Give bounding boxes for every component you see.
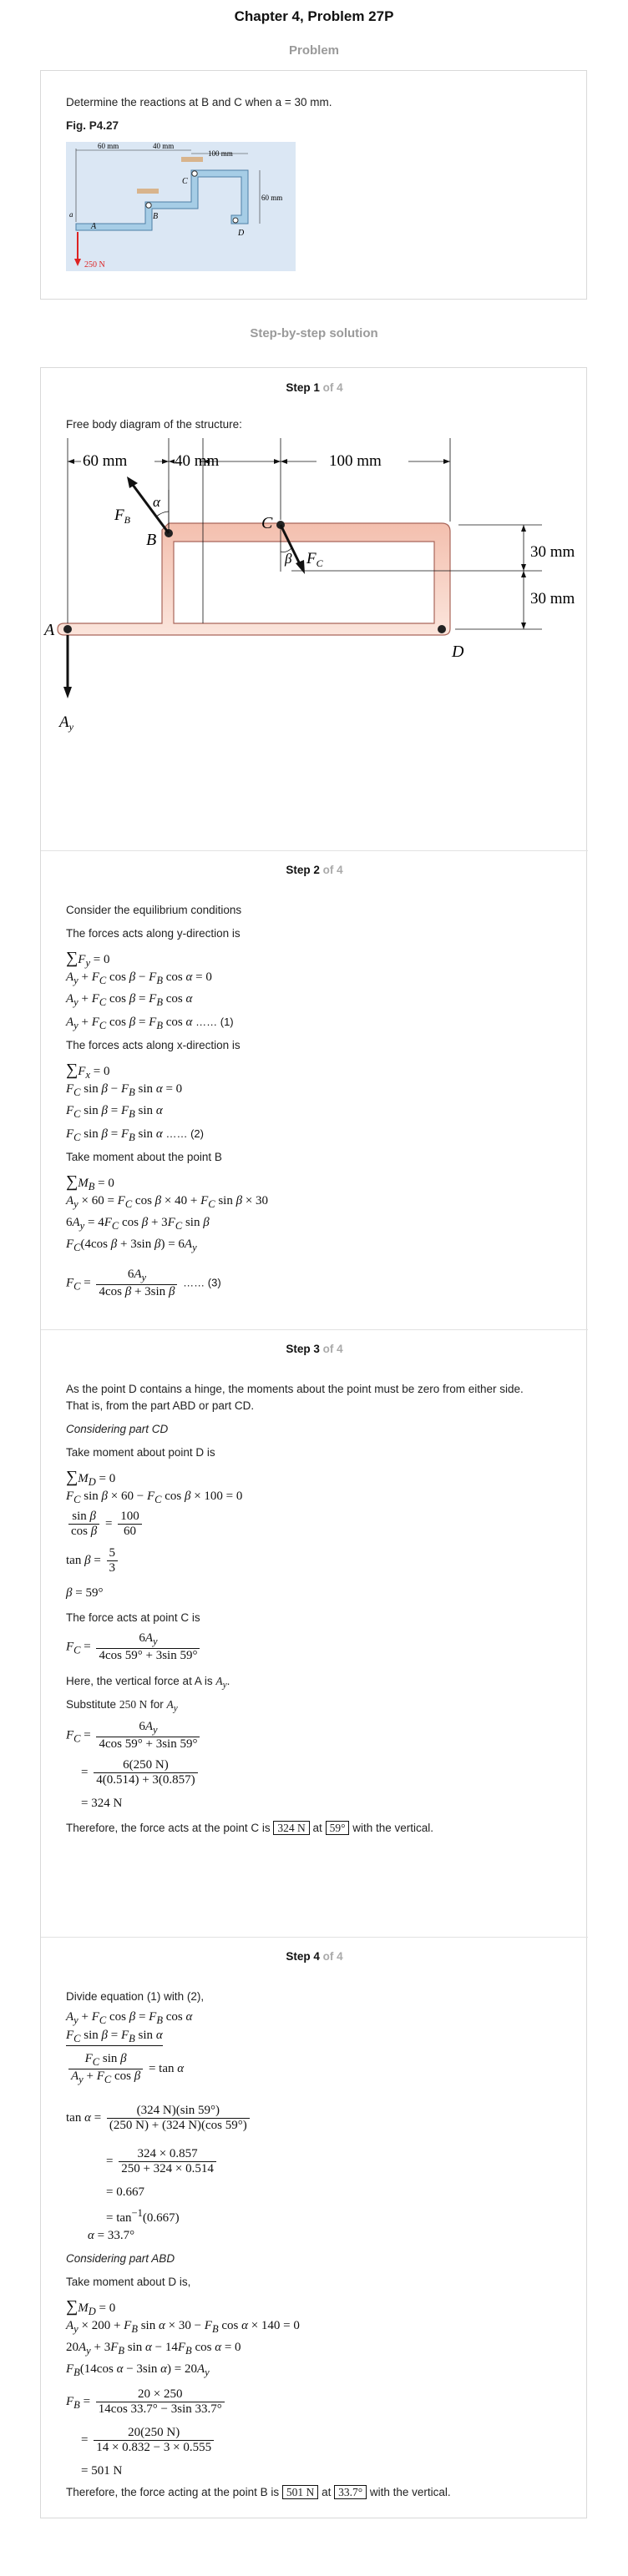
eq-cd1: $F_C$ $\sin \beta \times 60 - F_C$ cos β × 100 = 0 — [66, 1490, 243, 1505]
problem-dim-a: a — [69, 210, 73, 219]
eq-fc4: = 324 N — [81, 1797, 123, 1810]
fbd-point-d: D — [452, 643, 464, 661]
figure-label: Fig. P4.27 — [66, 119, 119, 132]
problem-load: 250 N — [84, 260, 105, 270]
fbd-dim-30b: 30 mm — [530, 590, 575, 607]
fbd-point-a: A — [44, 621, 55, 639]
eq-beta: β = 59° — [66, 1586, 104, 1600]
eq-abd1: $A_y \times 200 + F_B$ $\sin \alpha \times 30 - F_B$ cos α × 140 = 0 — [66, 2319, 300, 2335]
fbd-dim-100: 100 mm — [329, 452, 382, 470]
eq-alpha: α = 33.7° — [88, 2229, 135, 2242]
problem-point-b: B — [153, 212, 159, 221]
eq-d5: = $\frac{324 \times 0.857}{250 + 324 \times 0.514}$ — [106, 2147, 219, 2176]
eq-3: $F_C$ = $\frac{6A_y}{\text{4cos β + 3sin β}}$ …… (3) — [66, 1268, 221, 1298]
eq-fc1: $F_C$ = $\frac{6A_y}{4\cos 59^\circ + 3\sin 59^\circ}$ — [66, 1631, 202, 1663]
eq-x1: $F_C$ $\sin \beta - F_B$ sin α = 0 — [66, 1082, 183, 1098]
step3-text-2: That is, from the part ABD or part CD. — [66, 1399, 255, 1412]
eq-m3: $F_C(4\cos$ β + 3sin $\beta) = 6A_y$ — [66, 1238, 197, 1253]
solution-heading: Step-by-step solution — [250, 326, 378, 340]
eq-sum-fx: $\sum F_x = 0$ — [66, 1061, 110, 1081]
problem-point-c: C — [182, 177, 188, 186]
step-4-heading: Step 4 of 4 — [286, 1950, 343, 1963]
eq-m1: $A_y \times 60 = F_C$ $\cos \beta \times 40 + F_C$ sin β × 30 — [66, 1194, 269, 1210]
eq-sum-mb: $\sum M_B = 0$ — [66, 1172, 114, 1192]
eq-d1: $A_y + F_C$ $\cos \beta = F_B$ cos α — [66, 2010, 193, 2026]
step1-intro: Free body diagram of the structure: — [66, 418, 242, 431]
problem-dim-60b: 60 mm — [261, 194, 283, 202]
fbd-force-b: $F_B$ — [114, 507, 130, 526]
solution-card — [40, 367, 587, 2518]
fbd-dim-40: 40 mm — [175, 452, 220, 470]
eq-d7: = $\tan^{-1}(0.667)$ — [106, 2207, 180, 2225]
eq-m2: $6A_y = 4F_C$ $\cos \beta + 3F_C$ sin β — [66, 1216, 210, 1232]
step3-text-4: Take moment about point D is — [66, 1446, 215, 1459]
step3-text-1: As the point D contains a hinge, the moments about the point must be zero from either side. — [66, 1383, 524, 1395]
eq-x2: $F_C$ $\sin \beta = F_B$ sin α — [66, 1104, 163, 1120]
fbd-alpha: α — [153, 494, 160, 510]
step3-text-3: Considering part CD — [66, 1423, 169, 1435]
problem-dim-60: 60 mm — [98, 142, 119, 150]
problem-dim-40: 40 mm — [153, 142, 175, 150]
step3-text-6: Here, the vertical force at A is $A_y$. — [66, 1675, 230, 1691]
problem-statement: Determine the reactions at B and C when a = 30 mm. — [66, 96, 332, 108]
eq-sum-fy: $\sum F_y = 0$ — [66, 949, 110, 969]
eq-d6: = 0.667 — [106, 2185, 144, 2199]
step3-text-5: The force acts at point C is — [66, 1611, 200, 1624]
step2-text-4: Take moment about the point B — [66, 1151, 222, 1163]
problem-figure — [66, 142, 296, 271]
fbd-force-c: $F_C$ — [306, 550, 323, 569]
eq-fc2: $F_C$ = $\frac{6A_y}{4\cos 59^\circ + 3\sin 59^\circ}$ — [66, 1720, 202, 1752]
eq-fb3: = 501 N — [81, 2464, 123, 2478]
eq-cd2: $\frac{\text{sin β}}{\text{cos β}}$ = $\frac{100}{60}$ — [66, 1510, 144, 1539]
eq-fb1: $F_B$ = $\frac{20 \times 250}{14\cos 33.7^\circ - 3\sin 33.7^\circ}$ — [66, 2387, 227, 2417]
problem-card — [40, 70, 587, 300]
eq-fc3: = $\frac{6(250 N)}{4(0.514) + 3(0.857)}$ — [81, 1758, 200, 1787]
eq-d2: $F_C$ $\sin \beta = F_B$ sin α — [66, 2029, 163, 2044]
eq-fb2: = $\frac{20(250 N)}{14 \times 0.832 - 3 \times 0.555}$ — [81, 2426, 216, 2455]
problem-point-a: A — [91, 222, 97, 231]
step3-conclusion: Therefore, the force acts at the point C is 324 N at 59° with the vertical. — [66, 1822, 434, 1834]
problem-dim-100: 100 mm — [208, 149, 233, 158]
fbd-dim-60: 60 mm — [83, 452, 128, 470]
step4-text-1: Divide equation (1) with (2), — [66, 1990, 205, 2003]
problem-point-d: D — [238, 229, 245, 238]
eq-sum-md: $\sum M_D = 0$ — [66, 1468, 116, 1488]
eq-d4: tan α = $\frac{(324 N)(\sin 59^\circ)}{(250 N) + (324 N)(\cos 59^\circ)}$ — [66, 2104, 252, 2133]
step-1-heading: Step 1 of 4 — [286, 381, 343, 394]
page-title: Chapter 4, Problem 27P — [234, 8, 394, 24]
eq-2: $F_C$ $\sin \beta = F_B$ sin α …… (2) — [66, 1127, 204, 1143]
eq-d3: $\frac{F_C \sin \beta}{A_y + F_C \cos \beta}$ = tan α — [66, 2052, 184, 2086]
step-2-heading: Step 2 of 4 — [286, 864, 343, 876]
step2-text-2: The forces acts along y-direction is — [66, 927, 241, 940]
fbd-ay: $A_y$ — [59, 713, 73, 733]
eq-abd2: $20A_y + 3F_B$ $\sin \alpha - 14F_B$ cos α = 0 — [66, 2341, 241, 2357]
step2-text-1: Consider the equilibrium conditions — [66, 904, 242, 916]
step4-text-3: Take moment about D is, — [66, 2276, 191, 2288]
eq-y2: $A_y + F_C$ $\cos \beta = F_B$ cos α — [66, 992, 193, 1008]
eq-sum-md2: $\sum M_D = 0$ — [66, 2297, 116, 2317]
free-body-diagram — [41, 438, 588, 789]
fbd-dim-30a: 30 mm — [530, 543, 575, 561]
eq-y1: $A_y + F_C$ $\cos \beta - F_B$ cos α = 0 — [66, 970, 212, 986]
step-3-heading: Step 3 of 4 — [286, 1343, 343, 1355]
step2-text-3: The forces acts along x-direction is — [66, 1039, 241, 1051]
fbd-point-b: B — [146, 531, 157, 549]
step4-text-2: Considering part ABD — [66, 2252, 175, 2265]
fbd-beta: β — [285, 551, 292, 567]
eq-abd3: $F_B(14\cos$ α − 3sin $\alpha) = 20A_y$ — [66, 2362, 210, 2378]
problem-heading: Problem — [288, 43, 339, 58]
eq-1: $A_y + F_C$ $\cos \beta = F_B$ cos α …… (1) — [66, 1016, 234, 1031]
step4-conclusion: Therefore, the force acting at the point B is 501 N at 33.7° with the vertical. — [66, 2486, 451, 2498]
eq-cd3: tan β = $\frac{5}{3}$ — [66, 1546, 120, 1575]
step3-text-7: Substitute 250 N for $A_y$ — [66, 1698, 178, 1714]
fbd-point-c: C — [261, 514, 273, 532]
